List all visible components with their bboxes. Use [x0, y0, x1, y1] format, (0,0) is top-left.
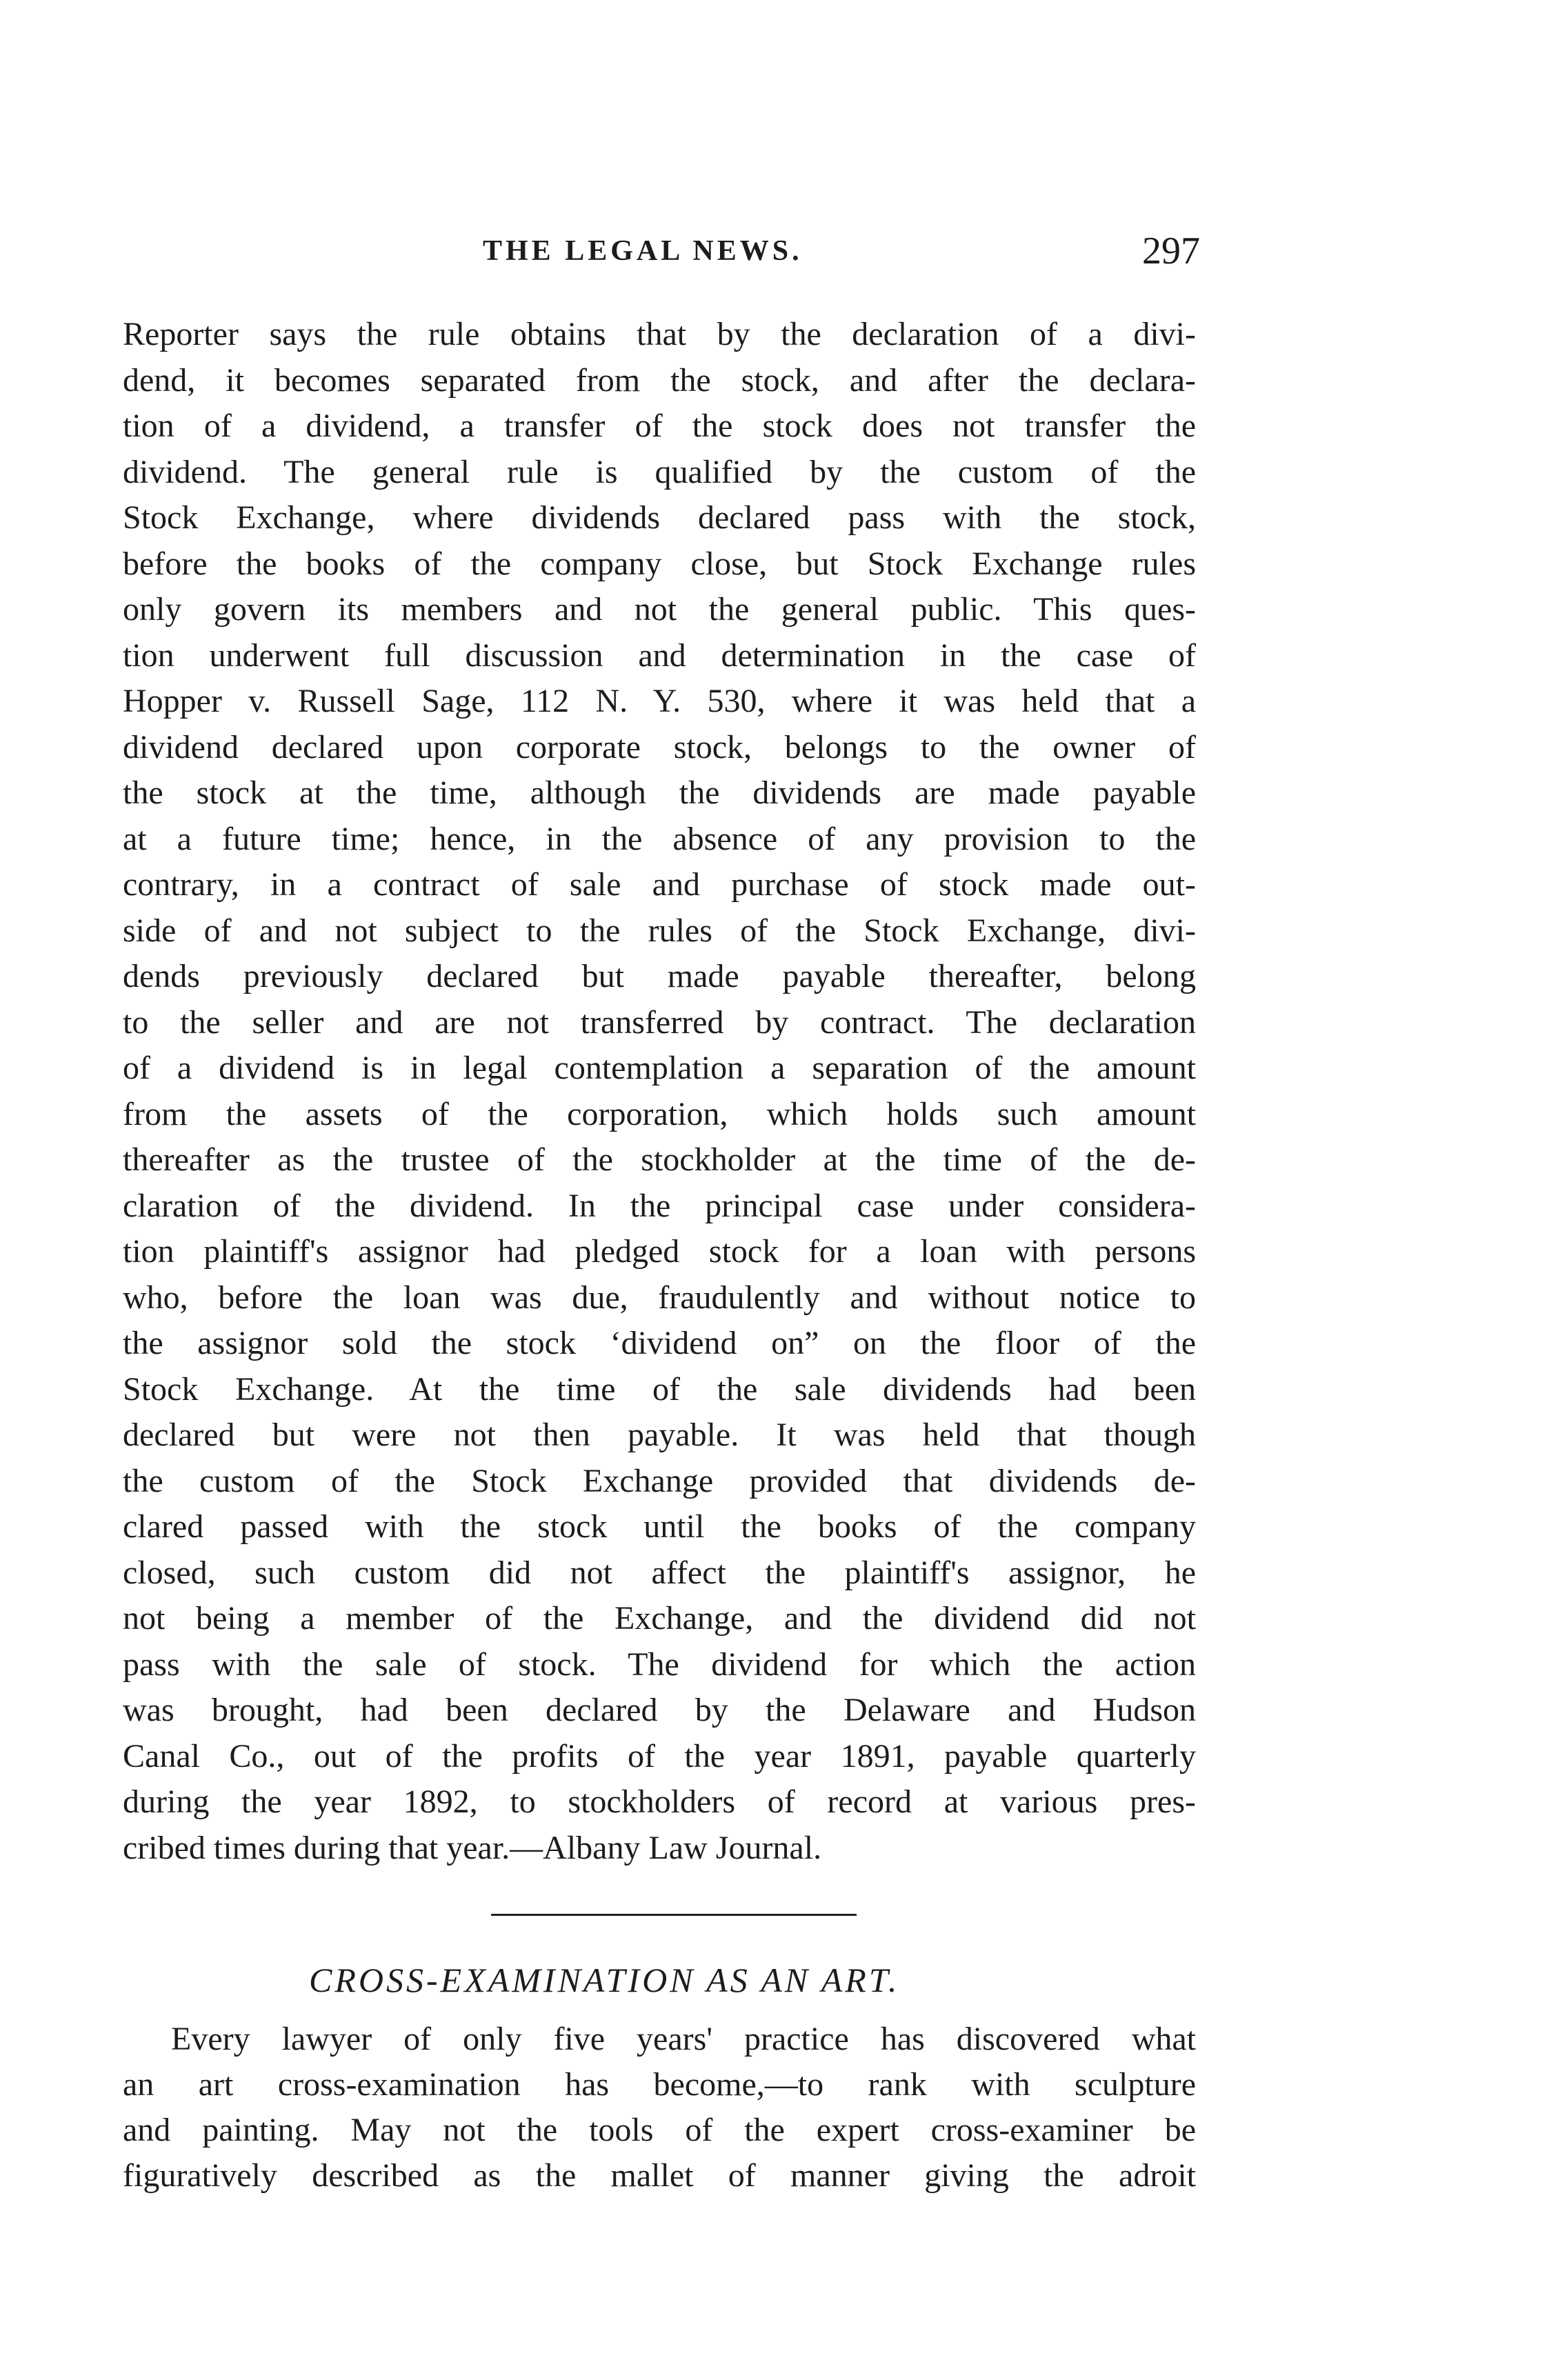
- text-line: Stock Exchange. At the time of the sale dividends had been: [123, 1370, 1196, 1408]
- text-line: before the books of the company close, but Stock Exchange rules: [123, 545, 1196, 582]
- text-line: and painting. May not the tools of the expert cross-examiner be: [123, 2112, 1196, 2148]
- text-line: who, before the loan was due, fraudulently and without notice to: [123, 1279, 1196, 1316]
- text-line: the stock at the time, although the dividends are made payable: [123, 774, 1196, 811]
- text-line: to the seller and are not transferred by contract. The declaration: [123, 1003, 1196, 1041]
- text-line: dividend declared upon corporate stock, belongs to the owner of: [123, 728, 1196, 766]
- text-line: tion of a dividend, a transfer of the stock does not transfer the: [123, 408, 1196, 444]
- text-line: at a future time; hence, in the absence of any provision to the: [123, 820, 1196, 857]
- text-line: of a dividend is in legal contemplation a separation of the amount: [123, 1050, 1196, 1086]
- text-line: tion underwent full discussion and determination in the case of: [123, 637, 1196, 674]
- article-heading: CROSS-EXAMINATION AS AN ART.: [309, 1961, 900, 1999]
- text-line: figuratively described as the mallet of manner giving the adroit: [123, 2157, 1196, 2194]
- text-line: pass with the sale of stock. The dividend for which the action: [123, 1646, 1196, 1683]
- text-line: thereafter as the trustee of the stockholder at the time of the de-: [123, 1141, 1196, 1178]
- text-line: declared but were not then payable. It was held that though: [123, 1417, 1196, 1453]
- text-line: Canal Co., out of the profits of the year 1891, payable quarterly: [123, 1737, 1196, 1774]
- article-cross-examination: [123, 2017, 1196, 2199]
- text-line: contrary, in a contract of sale and purchase of stock made out-: [123, 866, 1196, 903]
- page-number: 297: [1142, 230, 1200, 272]
- text-line: was brought, had been declared by the Delaware and Hudson: [123, 1692, 1196, 1728]
- page-header: [124, 230, 1200, 283]
- text-line: from the assets of the corporation, which holds such amount: [123, 1095, 1196, 1132]
- text-line: the custom of the Stock Exchange provided that dividends de-: [123, 1462, 1196, 1499]
- running-head: THE LEGAL NEWS.: [483, 235, 803, 267]
- text-line: an art cross-examination has become,—to rank with sculpture: [123, 2066, 1196, 2103]
- section-divider: [491, 1914, 857, 1916]
- text-line: Every lawyer of only five years' practice has discovered what: [171, 2021, 1196, 2057]
- text-line: cribed times during that year.—Albany Law Journal.: [123, 1829, 822, 1866]
- text-line: only govern its members and not the general public. This ques-: [123, 591, 1196, 628]
- text-line: dend, it becomes separated from the stock, and after the declara-: [123, 361, 1196, 399]
- text-line: Stock Exchange, where dividends declared pass with the stock,: [123, 499, 1196, 536]
- text-line: Hopper v. Russell Sage, 112 N. Y. 530, where it was held that a: [123, 683, 1196, 719]
- text-line: side of and not subject to the rules of the Stock Exchange, divi-: [123, 912, 1196, 949]
- text-line: during the year 1892, to stockholders of record at various pres-: [123, 1783, 1196, 1820]
- article-dividend-transfer: [123, 312, 1196, 1871]
- text-line: dividend. The general rule is qualified by the custom of the: [123, 453, 1196, 490]
- text-line: dends previously declared but made payable thereafter, belong: [123, 958, 1196, 994]
- text-line: the assignor sold the stock ‘dividend on” on the floor of the: [123, 1325, 1196, 1361]
- text-column: [123, 312, 1196, 2199]
- text-line: claration of the dividend. In the principal case under considera-: [123, 1187, 1196, 1224]
- text-line: not being a member of the Exchange, and the dividend did not: [123, 1600, 1196, 1637]
- text-line: clared passed with the stock until the books of the company: [123, 1508, 1196, 1545]
- text-line: closed, such custom did not affect the plaintiff's assignor, he: [123, 1554, 1196, 1591]
- text-line: tion plaintiff's assignor had pledged stock for a loan with persons: [123, 1233, 1196, 1270]
- text-line: Reporter says the rule obtains that by the declaration of a divi-: [123, 316, 1196, 352]
